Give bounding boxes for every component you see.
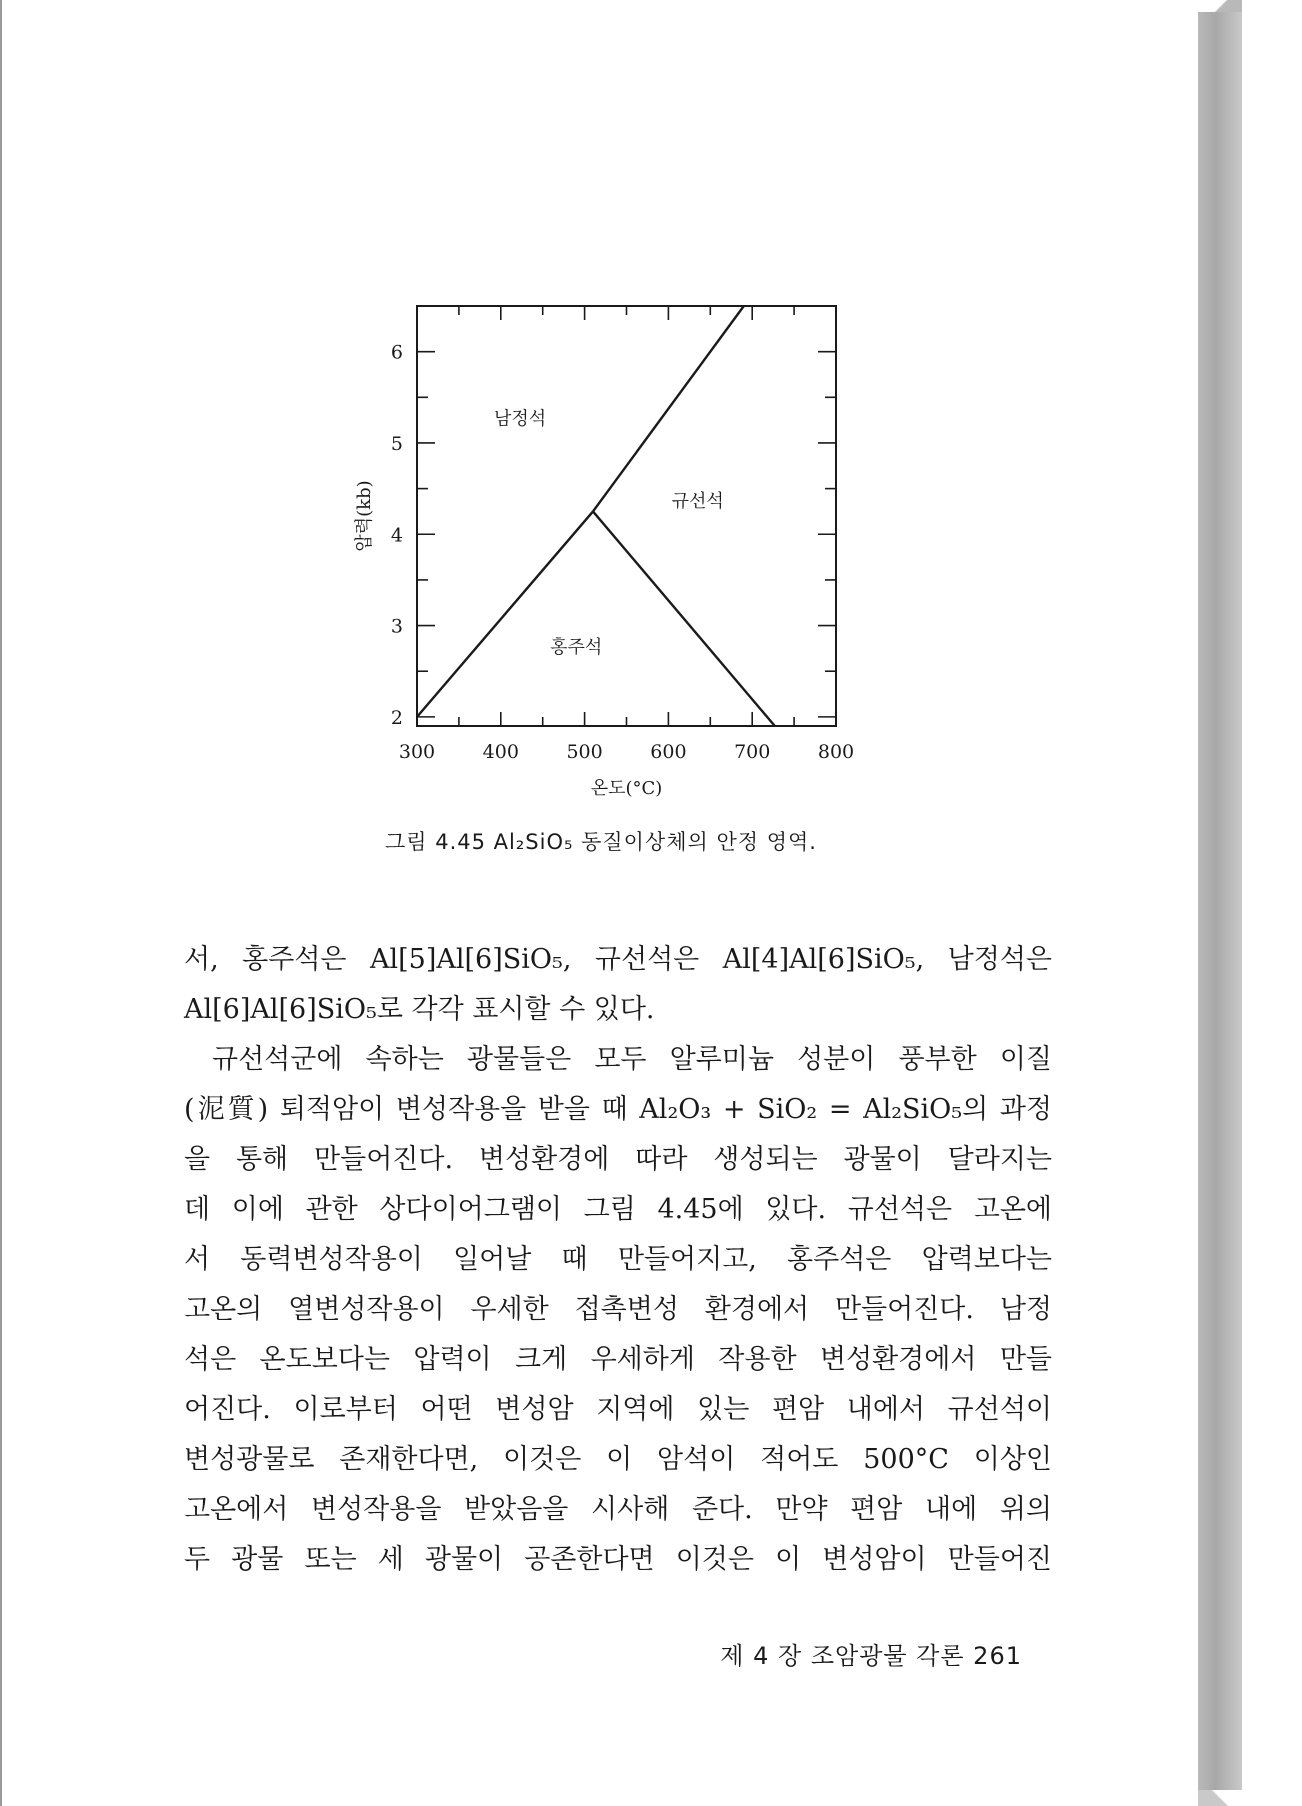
text-line: 석은 온도보다는 압력이 크게 우세하게 작용한 변성환경에서 만들 (184, 1344, 1052, 1375)
text-line: 어진다. 이로부터 어떤 변성암 지역에 있는 편암 내에서 규선석이 (184, 1394, 1052, 1425)
page-edge (1198, 12, 1242, 1802)
phase-diagram-chart (342, 290, 882, 810)
text-line: 서 동력변성작용이 일어날 때 만들어지고, 홍주석은 압력보다는 (184, 1244, 1052, 1275)
region-label: 규선석 (671, 490, 724, 512)
y-tick-label: 3 (390, 615, 403, 638)
text-line: 을 통해 만들어진다. 변성환경에 따라 생성되는 광물이 달라지는 (184, 1144, 1052, 1175)
text-line: 두 광물 또는 세 광물이 공존한다면 이것은 이 변성암이 만들어진 (184, 1544, 1052, 1575)
region-label: 홍주석 (550, 636, 603, 658)
x-tick-label: 600 (650, 741, 687, 763)
y-tick-label: 5 (390, 432, 403, 455)
x-tick-label: 700 (734, 741, 771, 763)
text-line: 서, 홍주석은 Al[5]Al[6]SiO₅, 규선석은 Al[4]Al[6]SiO₅, 남정석은 (184, 944, 1052, 975)
text-line: 고온의 열변성작용이 우세한 접촉변성 환경에서 만들어진다. 남정 (184, 1294, 1052, 1325)
phase-diagram-figure (342, 290, 882, 810)
plot-frame (417, 306, 836, 726)
page-footer: 제 4 장 조암광물 각론 261 (720, 1642, 1022, 1670)
x-axis-label: 온도(°C) (590, 778, 663, 799)
y-axis-label: 압력(kb) (354, 480, 375, 552)
text-line: 규선석군에 속하는 광물들은 모두 알루미늄 성분이 풍부한 이질 (212, 1044, 1052, 1075)
y-tick-label: 6 (390, 341, 403, 364)
text-line: Al[6]Al[6]SiO₅로 각각 표시할 수 있다. (184, 994, 655, 1025)
text-line: 변성광물로 존재한다면, 이것은 이 암석이 적어도 500°C 이상인 (184, 1444, 1052, 1475)
region-label: 남정석 (493, 408, 547, 430)
y-tick-label: 4 (390, 524, 403, 547)
x-tick-label: 400 (482, 741, 519, 763)
page-edge (1198, 1790, 1242, 1806)
text-line: 데 이에 관한 상다이어그램이 그림 4.45에 있다. 규선석은 고온에 (184, 1194, 1052, 1225)
phase-boundary-line (417, 511, 593, 716)
body-text (184, 935, 1052, 1585)
figure-caption: 그림 4.45 Al₂SiO₅ 동질이상체의 안정 영역. (385, 830, 817, 854)
phase-boundary-line (593, 511, 775, 726)
phase-boundary-line (593, 306, 744, 511)
x-tick-label: 500 (566, 741, 603, 763)
x-tick-label: 800 (817, 741, 855, 763)
text-line: 고온에서 변성작용을 받았음을 시사해 준다. 만약 편암 내에 위의 (184, 1494, 1052, 1525)
text-line: (泥質) 퇴적암이 변성작용을 받을 때 Al₂O₃ + SiO₂ = Al₂SiO₅의 과정 (184, 1094, 1052, 1125)
x-tick-label: 300 (398, 741, 436, 763)
y-tick-label: 2 (390, 706, 403, 729)
